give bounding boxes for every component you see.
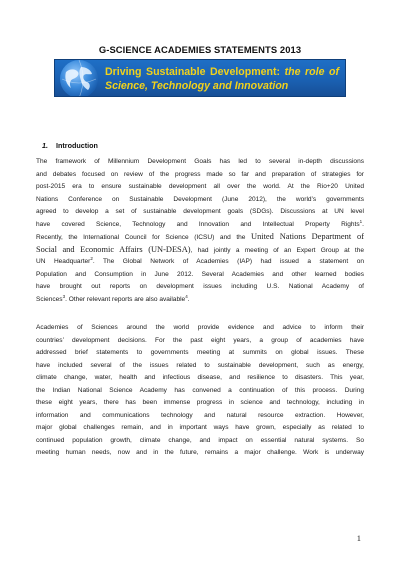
text-run: . Other relevant reports are also available — [65, 295, 186, 303]
text-run-serif: Social and Economic Affairs (UN-DESA) — [36, 244, 191, 254]
banner-title — [105, 65, 339, 93]
title-banner — [54, 59, 346, 97]
paragraph-line: The framework of Millennium Development Goals has led to several in-depth discussions — [36, 158, 364, 165]
paragraph-line — [36, 231, 364, 244]
paragraph-line: post-2015 era to ensure sustainable development all over the world. At the Rio+20 United — [36, 183, 364, 190]
paragraph-line: countries’ development decisions. For the past eight years, a group of academies have — [36, 336, 364, 344]
section-number: 1. — [42, 141, 48, 150]
paragraph-line: the Indian National Science Academy has convened a continuation of this process. During — [36, 386, 364, 394]
footnote-ref: 2 — [90, 256, 93, 261]
paragraph-line: continued population growth, climate change, and impact on essential natural systems. So — [36, 436, 364, 444]
text-run: . The Global Network of Academies (IAP) had issued a statement on — [92, 258, 364, 265]
paragraph-line: have included several of the issues related to sustainable development, such as energy, — [36, 361, 364, 369]
paragraph-line: information and communications technology and natural resource extraction. However, — [36, 411, 364, 419]
document-heading: G-SCIENCE ACADEMIES STATEMENTS 2013 — [98, 44, 302, 55]
banner-title-italic-b: Science, Technology and Innovation — [105, 80, 289, 92]
text-run: Recently, the International Council for Science (ICSU) and the — [36, 234, 252, 241]
paragraph-line: meeting human needs, now and in the future, remains a major challenge. Work is underway — [36, 449, 364, 456]
paragraph-line — [36, 256, 364, 269]
paragraph-line: major global challenges remain, and in important ways have grown, especially as related to — [36, 424, 364, 431]
paragraph-2 — [36, 322, 364, 460]
paragraph-line: agreed to develop a set of sustainable development goals (SDGs). Discussions at UN level — [36, 208, 364, 215]
footnote-ref: 3 — [62, 293, 66, 299]
text-run: , had jointly a meeting of an Expert Group at the — [190, 246, 364, 254]
paragraph-1 — [36, 156, 364, 306]
paragraph-line — [36, 219, 364, 232]
paragraph-line — [36, 294, 364, 307]
text-run: . — [187, 295, 190, 303]
paragraph-line: climate change, water, health and infectious disease, and resilience to disasters. This year, — [36, 374, 364, 381]
banner-title-italic-a: the role of — [284, 66, 339, 78]
paragraph-line: and debates focused on review of the progress made so far and preparation of strategies for — [36, 170, 364, 178]
footnote-ref: 1 — [359, 218, 363, 224]
section-title: Introduction — [56, 141, 98, 150]
page-number: 1 — [356, 533, 361, 543]
text-run: UN Headquarter — [36, 258, 91, 265]
paragraph-line: have brought out reports on development issues including U.S. National Academy of — [36, 283, 364, 290]
paragraph-line — [36, 244, 364, 257]
paragraph-line: Academies of Sciences around the world provide evidence and advice to inform their — [36, 324, 364, 331]
text-run-serif: United Nations Department of — [251, 232, 364, 241]
footnote-ref: 4 — [185, 293, 188, 299]
paragraph-line: Nations Conference on Sustainable Development (June 2012), the world’s governments — [36, 195, 364, 203]
paragraph-line: Population and Consumption in June 2012. Several Academies and other learned bodies — [36, 270, 364, 278]
paragraph-line: addressed brief statements to governments meeting at summits on global issues. These — [36, 349, 364, 356]
paragraph-line: these eight years, there has been immense progress in science and technology, including in — [36, 399, 364, 406]
text-run: Sciences — [36, 295, 63, 303]
text-run: . — [362, 220, 364, 228]
globe-icon — [57, 59, 101, 97]
text-run: have covered Science, Technology and Innovation and Intellectual Property Rights — [36, 220, 360, 228]
banner-title-main: Driving Sustainable Development: — [105, 66, 281, 78]
section-heading — [42, 141, 98, 150]
